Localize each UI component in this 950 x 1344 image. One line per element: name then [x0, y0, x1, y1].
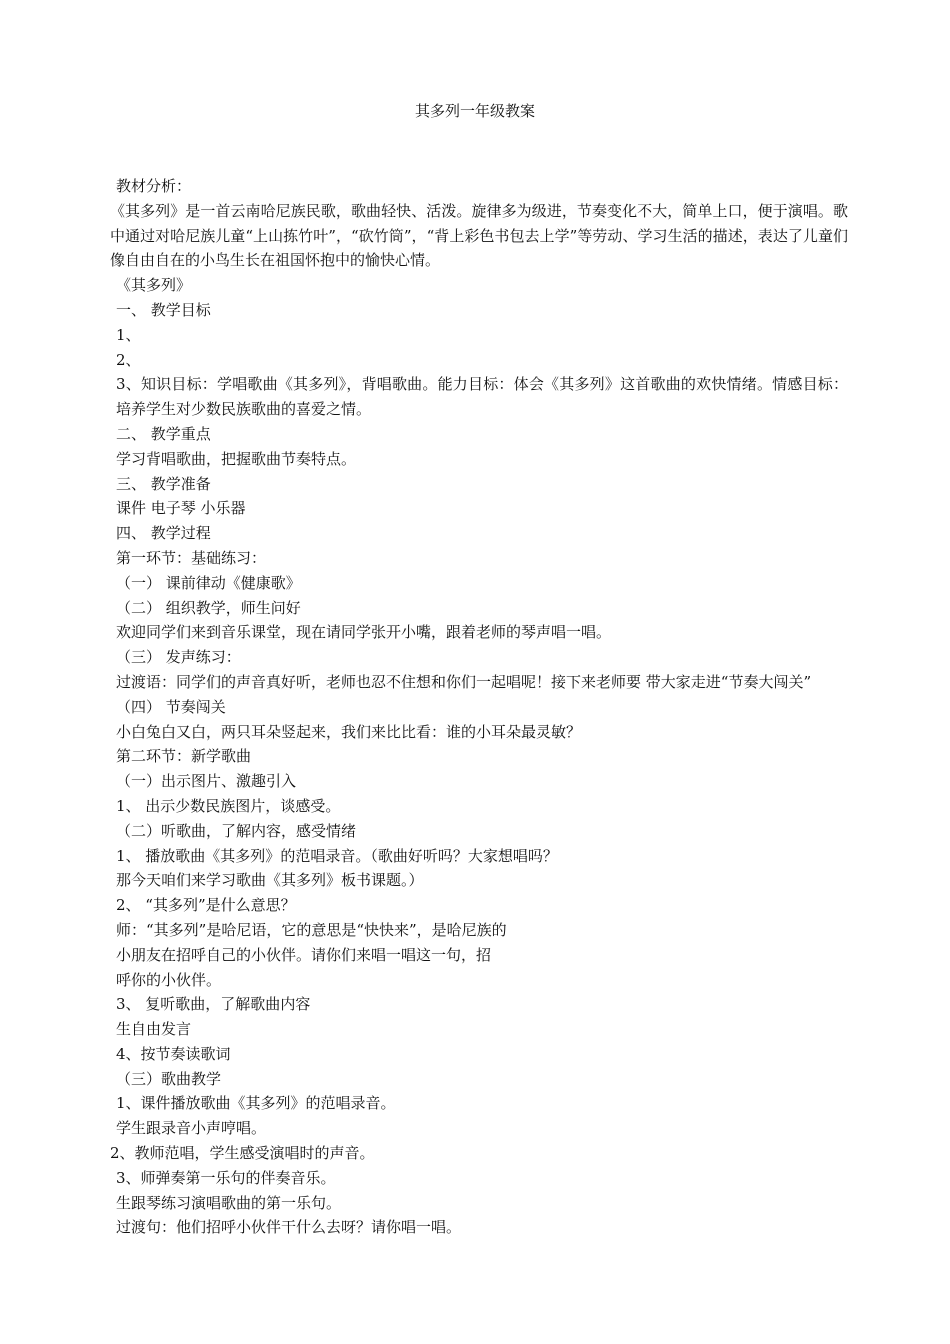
paragraph-line: 2、教师范唱，学生感受演唱时的声音。 — [110, 1144, 375, 1163]
paragraph-line: 欢迎同学们来到音乐课堂，现在请同学张开小嘴，跟着老师的琴声唱一唱。 — [116, 623, 612, 642]
paragraph-line: 学习背唱歌曲，把握歌曲节奏特点。 — [116, 449, 357, 468]
paragraph-line: 那今天咱们来学习歌曲《其多列》板书课题。） — [116, 871, 424, 890]
paragraph-line: （三） 发声练习： — [116, 648, 241, 667]
paragraph-line: 小朋友在招呼自己的小伙伴。请你们来唱一唱这一句，招 — [116, 945, 492, 964]
paragraph-line: 1、课件播放歌曲《其多列》的范唱录音。 — [116, 1094, 396, 1113]
paragraph-line: 生自由发言 — [116, 1020, 192, 1039]
paragraph-line: 四、 教学过程 — [116, 524, 211, 543]
paragraph-line: 1、 出示少数民族图片，谈感受。 — [116, 796, 341, 815]
paragraph-line: 3、 复听歌曲，了解歌曲内容 — [116, 995, 311, 1014]
paragraph-line: （二）听歌曲，了解内容，感受情绪 — [116, 821, 357, 840]
paragraph-line: 生跟琴练习演唱歌曲的第一乐句。 — [116, 1193, 342, 1212]
paragraph-line: 一、 教学目标 — [116, 300, 211, 319]
paragraph-line: 过渡句：他们招呼小伙伴干什么去呀？请你唱一唱。 — [116, 1218, 462, 1237]
paragraph-line: 过渡语：同学们的声音真好听，老师也忍不住想和你们一起唱呢！接下来老师要 带大家走进“节奏大闯关” — [116, 672, 812, 691]
paragraph-line: 4、按节奏读歌词 — [116, 1044, 231, 1063]
paragraph-line: 1、 — [116, 325, 141, 344]
paragraph-line: 第一环节：基础练习： — [116, 548, 267, 567]
paragraph-line: 3、知识目标：学唱歌曲《其多列》，背唱歌曲。能力目标：体会《其多列》这首歌曲的欢快情绪。情感目标：培养学生对少数民族歌曲的喜爱之情。 — [116, 375, 848, 419]
paragraph-line: （四） 节奏闯关 — [116, 697, 226, 716]
paragraph-line: （二） 组织教学，师生问好 — [116, 598, 301, 617]
paragraph-line: 第二环节：新学歌曲 — [116, 747, 252, 766]
paragraph-line: 课件 电子琴 小乐器 — [116, 499, 246, 518]
paragraph-line: 呼你的小伙伴。 — [116, 970, 222, 989]
paragraph-line: （三）歌曲教学 — [116, 1069, 222, 1088]
document-body — [110, 174, 848, 1240]
paragraph-line: 师：“其多列”是哈尼语，它的意思是“快快来”，是哈尼族的 — [116, 920, 507, 939]
paragraph-line: 教材分析： — [116, 177, 192, 195]
paragraph-line: 三、 教学准备 — [116, 474, 211, 493]
paragraph-line: 2、 — [116, 350, 141, 369]
paragraph-line: 《其多列》 — [116, 276, 192, 295]
paragraph-line: 2、 “其多列”是什么意思？ — [116, 896, 296, 915]
page-title: 其多列一年级教案 — [414, 102, 535, 120]
paragraph-line: 3、师弹奏第一乐句的伴奏音乐。 — [116, 1168, 336, 1187]
paragraph-line: 小白兔白又白，两只耳朵竖起来，我们来比比看：谁的小耳朵最灵敏？ — [116, 722, 582, 741]
paragraph-line: 二、 教学重点 — [116, 424, 211, 443]
paragraph-line: 《其多列》是一首云南哈尼族民歌，歌曲轻快、活泼。旋律多为级进，节奏变化不大，简单上口，便于演唱。歌中通过对哈尼族儿童“上山拣竹叶”，“砍竹筒”，“背上彩色书包去上学”等劳动、学习生活的描述，表达了儿童们像自由自在的小鸟生长在祖国怀抱中的愉快心情。 — [110, 201, 848, 270]
paragraph-line: （一） 课前律动《健康歌》 — [116, 573, 301, 592]
paragraph-line: 学生跟录音小声哼唱。 — [116, 1119, 267, 1138]
paragraph-line: （一）出示图片、激趣引入 — [116, 772, 297, 791]
paragraph-line: 1、 播放歌曲《其多列》的范唱录音。（歌曲好听吗？大家想唱吗？ — [116, 846, 558, 865]
